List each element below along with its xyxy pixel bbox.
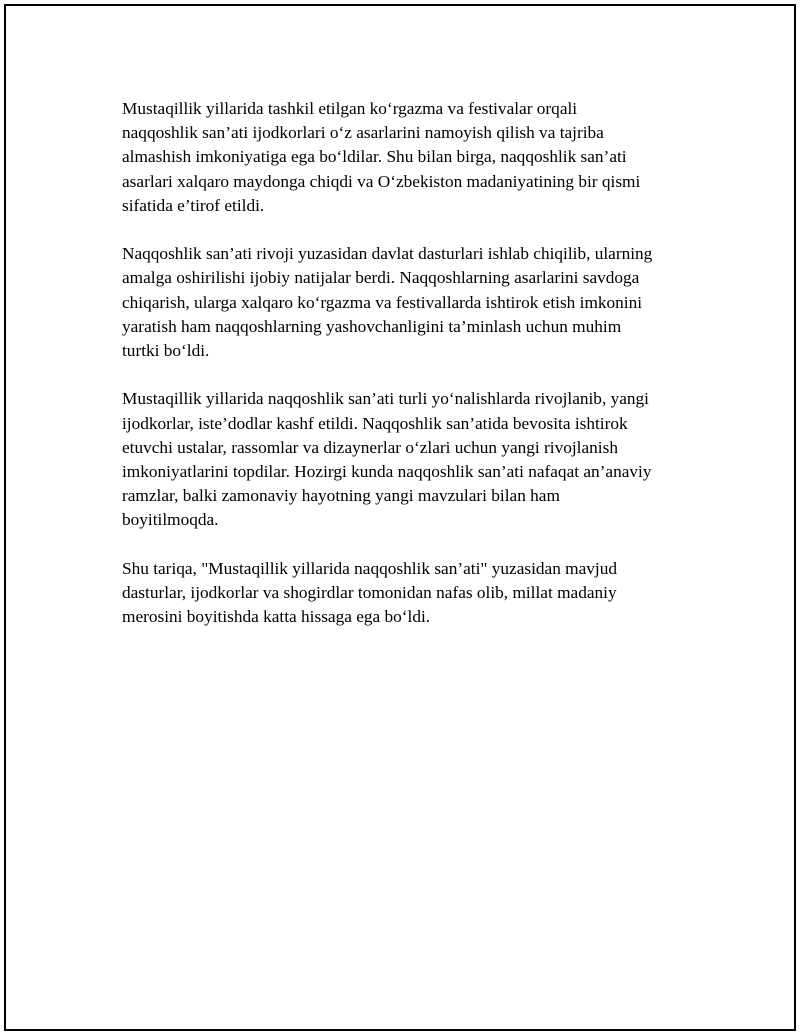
document-body [122, 97, 702, 654]
document-page [4, 4, 796, 1031]
paragraph-2: Naqqoshlik san’ati rivoji yuzasidan davlat dasturlari ishlab chiqilib, ularning amalga oshirilishi ijobiy natijalar berdi. Naqqoshlarning asarlarini savdoga chiqarish, ularga xalqaro koʻrgazma va festivallarda ishtirok etish imkonini yaratish ham naqqoshlarning yashovchanligini ta’minlash uchun muhim turtki boʻldi. [122, 244, 653, 361]
paragraph-4: Shu tariqa, "Mustaqillik yillarida naqqoshlik san’ati" yuzasidan mavjud dasturlar, ijodkorlar va shogirdlar tomonidan nafas olib, millat madaniy merosini boyitishda katta hissaga ega boʻldi. [122, 558, 618, 627]
paragraph-3: Mustaqillik yillarida naqqoshlik san’ati turli yoʻnalishlarda rivojlanib, yangi ijodkorlar, iste’dodlar kashf etildi. Naqqoshlik san’atida bevosita ishtirok etuvchi ustalar, rassomlar va dizaynerlar oʻzlari uchun yangi rivojlanish imkoniyatlarini topdilar. Hozirgi kunda naqqoshlik san’ati nafaqat an’anaviy ramzlar, balki zamonaviy hayotning yangi mavzulari bilan ham boyitilmoqda. [122, 389, 652, 530]
paragraph-1: Mustaqillik yillarida tashkil etilgan koʻrgazma va festivalar orqali naqqoshlik san’ati ijodkorlari oʻz asarlarini namoyish qilish va tajriba almashish imkoniyatiga ega boʻldilar. Shu bilan birga, naqqoshlik san’ati asarlari xalqaro maydonga chiqdi va Oʻzbekiston madaniyatining bir qismi sifatida e’tirof etildi. [122, 99, 641, 215]
